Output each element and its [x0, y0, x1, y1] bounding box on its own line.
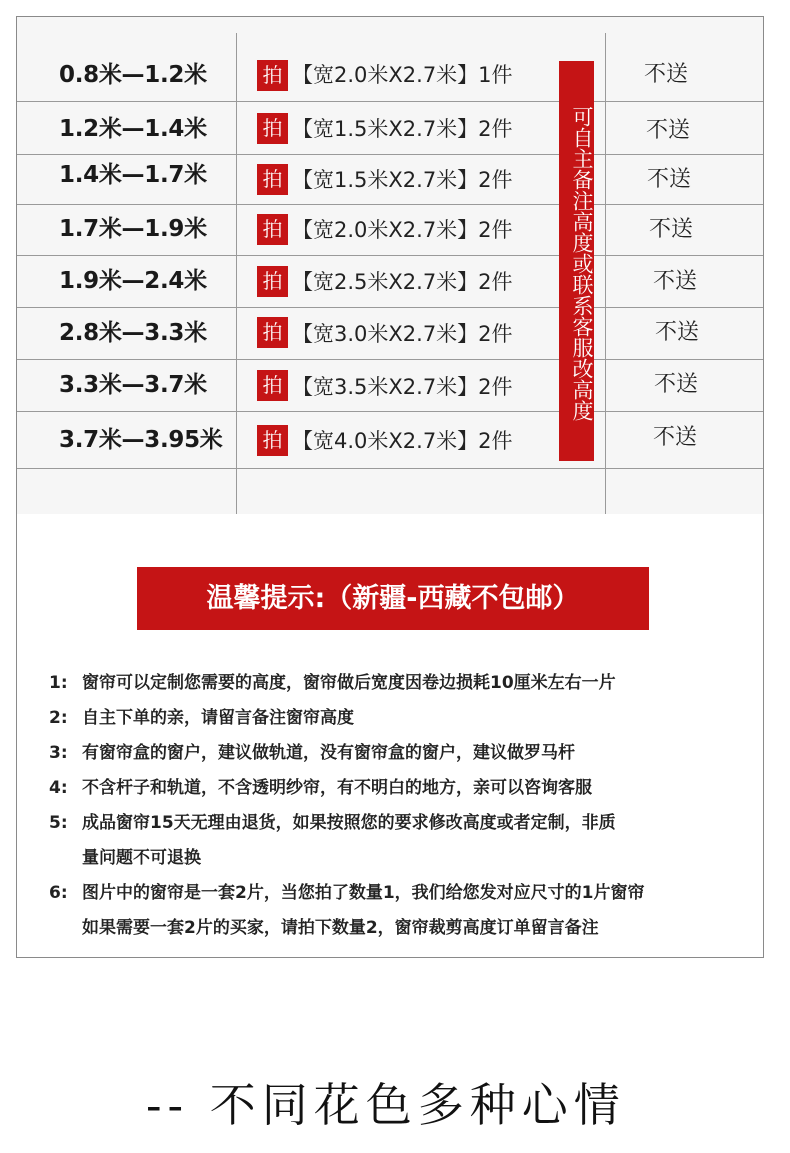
gift-status: 不送 [644, 62, 689, 87]
curtain-spec: 【宽1.5米X2.7米】2件 [292, 117, 513, 141]
curtain-spec: 【宽3.0米X2.7米】2件 [292, 322, 513, 346]
row-divider [17, 154, 763, 155]
curtain-spec: 【宽2.0米X2.7米】1件 [292, 63, 513, 87]
size-range: 1.7米—1.9米 [59, 216, 207, 242]
curtain-spec: 【宽3.5米X2.7米】2件 [292, 375, 513, 399]
column-divider [605, 33, 606, 514]
size-range: 1.4米—1.7米 [59, 162, 207, 188]
gift-status: 不送 [654, 372, 699, 397]
note-continuation: 如果需要一套2片的买家，请拍下数量2，窗帘裁剪高度订单留言备注 [82, 918, 599, 938]
note-number: 1: [49, 673, 68, 693]
gift-status: 不送 [646, 118, 691, 143]
pai-badge: 拍 [257, 425, 288, 456]
gift-status: 不送 [653, 425, 698, 450]
row-divider [17, 359, 763, 360]
row-divider [17, 411, 763, 412]
note-continuation: 量问题不可退换 [82, 848, 201, 868]
curtain-spec: 【宽1.5米X2.7米】2件 [292, 168, 513, 192]
pai-badge: 拍 [257, 214, 288, 245]
pai-badge: 拍 [257, 266, 288, 297]
pai-badge: 拍 [257, 370, 288, 401]
note-text: 有窗帘盒的窗户，建议做轨道，没有窗帘盒的窗户，建议做罗马杆 [82, 743, 575, 763]
size-range: 1.9米—2.4米 [59, 268, 207, 294]
row-divider [17, 204, 763, 205]
note-item [49, 670, 616, 696]
pai-badge: 拍 [257, 164, 288, 195]
note-text: 不含杆子和轨道，不含透明纱帘，有不明白的地方，亲可以咨询客服 [82, 778, 592, 798]
size-range: 1.2米—1.4米 [59, 116, 207, 142]
curtain-spec: 【宽2.0米X2.7米】2件 [292, 218, 513, 242]
size-range: 3.3米—3.7米 [59, 372, 207, 398]
size-range: 0.8米—1.2米 [59, 62, 207, 88]
size-range: 2.8米—3.3米 [59, 320, 207, 346]
curtain-spec: 【宽2.5米X2.7米】2件 [292, 270, 513, 294]
pai-badge: 拍 [257, 113, 288, 144]
note-number: 5: [49, 813, 68, 833]
note-text: 窗帘可以定制您需要的高度，窗帘做后宽度因卷边损耗10厘米左右一片 [82, 673, 616, 693]
note-item [49, 775, 592, 801]
note-text: 自主下单的亲，请留言备注窗帘高度 [82, 708, 354, 728]
note-number: 6: [49, 883, 68, 903]
gift-status: 不送 [647, 167, 692, 192]
note-text: 成品窗帘15天无理由退货，如果按照您的要求修改高度或者定制，非质 [82, 813, 616, 833]
shipping-notice-banner: 温馨提示:（新疆-西藏不包邮） [137, 567, 649, 630]
note-number: 2: [49, 708, 68, 728]
curtain-spec: 【宽4.0米X2.7米】2件 [292, 429, 513, 453]
note-number: 3: [49, 743, 68, 763]
column-divider [236, 33, 237, 514]
size-range: 3.7米—3.95米 [59, 427, 223, 453]
info-panel [16, 16, 764, 958]
note-item [49, 740, 575, 766]
pai-badge: 拍 [257, 317, 288, 348]
note-text: 图片中的窗帘是一套2片，当您拍了数量1，我们给您发对应尺寸的1片窗帘 [82, 883, 645, 903]
note-item [49, 880, 645, 906]
gift-status: 不送 [655, 320, 700, 345]
row-divider [17, 468, 763, 469]
note-item [49, 705, 354, 731]
gift-status: 不送 [653, 269, 698, 294]
row-divider [17, 307, 763, 308]
note-item [49, 810, 616, 836]
custom-height-banner: 可自主备注高度或联系客服改高度 [559, 61, 594, 461]
row-divider [17, 255, 763, 256]
size-table [17, 17, 763, 514]
row-divider [17, 101, 763, 102]
slogan-heading: -- 不同花色多种心情 [146, 1078, 626, 1132]
note-number: 4: [49, 778, 68, 798]
pai-badge: 拍 [257, 60, 288, 91]
gift-status: 不送 [649, 217, 694, 242]
